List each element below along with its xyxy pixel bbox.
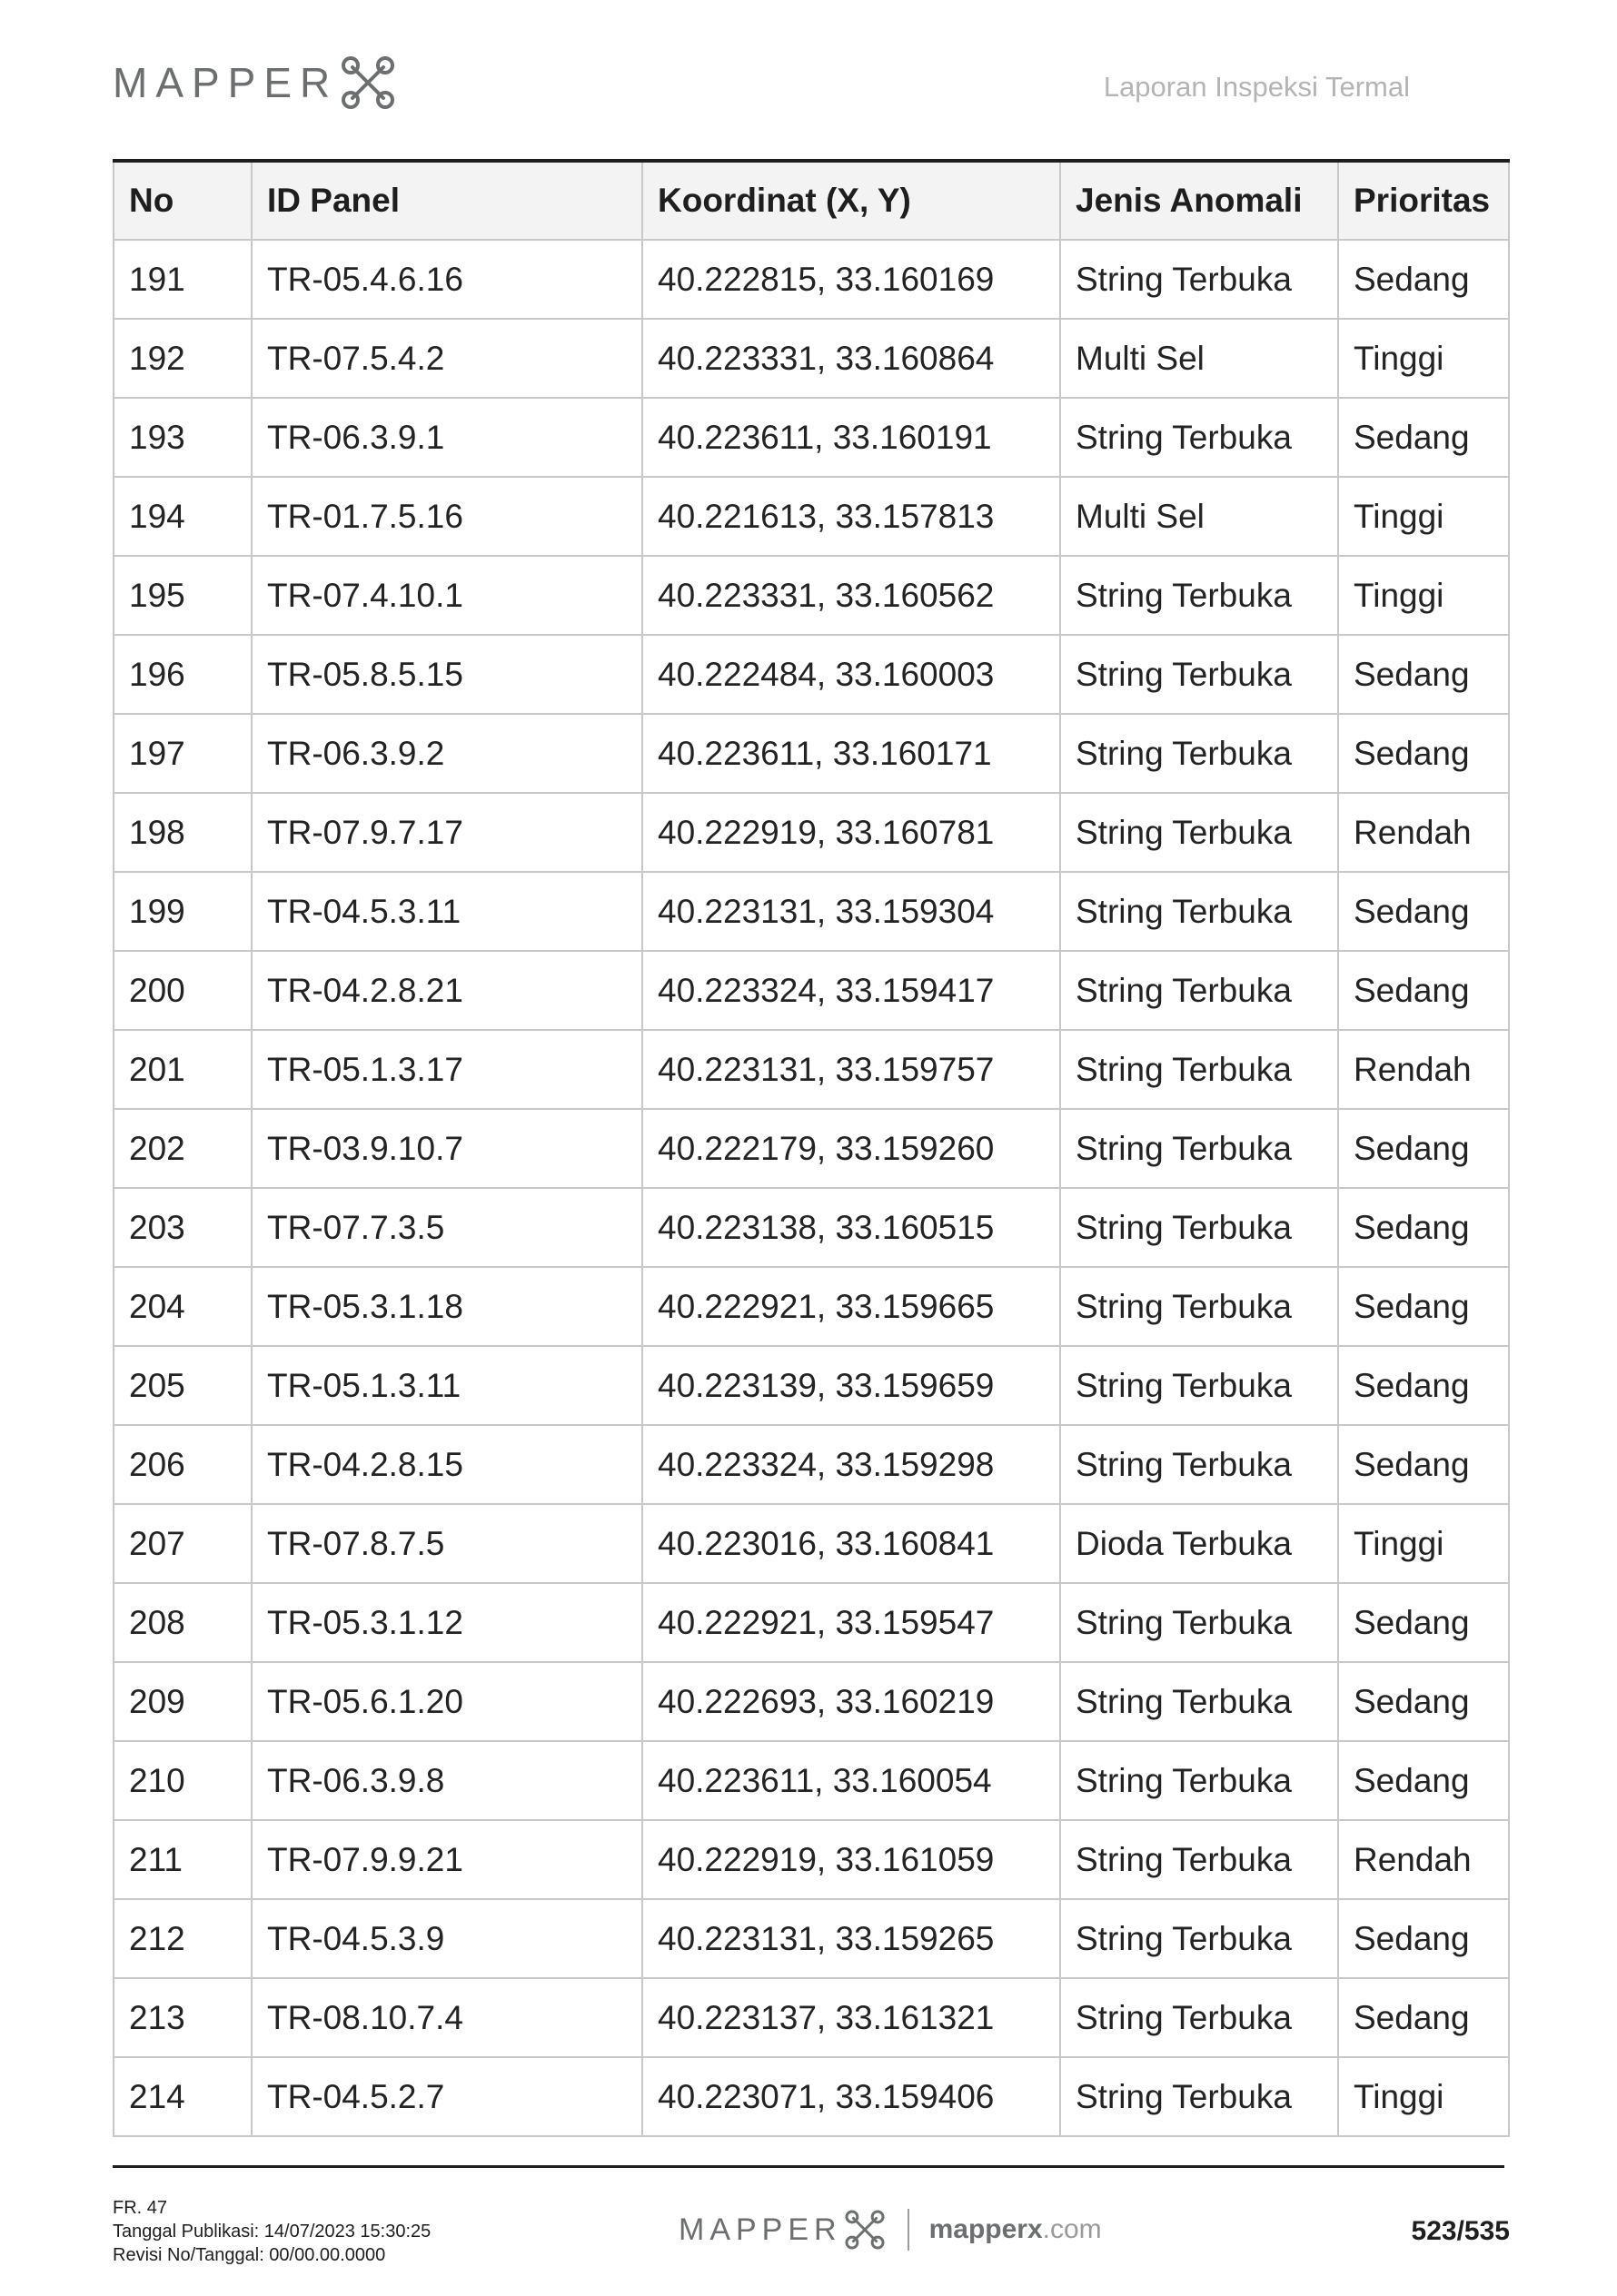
cell-id-panel: TR-06.3.9.2 [252,714,642,793]
cell-jenis-anomali: String Terbuka [1060,635,1338,714]
cell-koordinat: 40.223131, 33.159265 [642,1899,1060,1978]
cell-no: 211 [114,1820,252,1899]
cell-prioritas: Tinggi [1338,2057,1509,2136]
column-header-no: No [114,161,252,240]
cell-koordinat: 40.222693, 33.160219 [642,1662,1060,1741]
table-row [114,477,1509,556]
footer-branding [679,2209,1102,2251]
table-row [114,2057,1509,2136]
footer-logo-separator [908,2209,909,2251]
cell-no: 196 [114,635,252,714]
table-row [114,1346,1509,1425]
cell-jenis-anomali: Multi Sel [1060,477,1338,556]
cell-id-panel: TR-05.8.5.15 [252,635,642,714]
logo-wordmark: MAPPER [113,59,339,106]
table-row [114,1504,1509,1583]
cell-id-panel: TR-07.8.7.5 [252,1504,642,1583]
cell-prioritas: Sedang [1338,951,1509,1030]
column-header-prioritas: Prioritas [1338,161,1509,240]
cell-jenis-anomali: String Terbuka [1060,1662,1338,1741]
cell-no: 207 [114,1504,252,1583]
column-header-koordinat: Koordinat (X, Y) [642,161,1060,240]
cell-prioritas: Tinggi [1338,477,1509,556]
cell-jenis-anomali: String Terbuka [1060,1188,1338,1267]
page-number: 523/535 [1411,2216,1510,2246]
cell-no: 212 [114,1899,252,1978]
footer-document-info [113,2196,431,2267]
cell-no: 192 [114,319,252,398]
column-header-jenis-anomali: Jenis Anomali [1060,161,1338,240]
cell-koordinat: 40.223611, 33.160191 [642,398,1060,477]
cell-koordinat: 40.223016, 33.160841 [642,1504,1060,1583]
cell-jenis-anomali: String Terbuka [1060,793,1338,872]
table-row [114,635,1509,714]
anomaly-table [113,159,1510,2137]
cell-jenis-anomali: Multi Sel [1060,319,1338,398]
cell-id-panel: TR-04.2.8.15 [252,1425,642,1504]
cell-koordinat: 40.222919, 33.160781 [642,793,1060,872]
cell-prioritas: Rendah [1338,1820,1509,1899]
table-row [114,1741,1509,1820]
table-row [114,319,1509,398]
cell-id-panel: TR-04.2.8.21 [252,951,642,1030]
cell-koordinat: 40.222921, 33.159665 [642,1267,1060,1346]
cell-id-panel: TR-07.9.7.17 [252,793,642,872]
cell-prioritas: Sedang [1338,635,1509,714]
anomaly-table-container [113,159,1508,2137]
cell-koordinat: 40.223139, 33.159659 [642,1346,1060,1425]
report-title: Laporan Inspeksi Termal [1103,71,1410,103]
cell-id-panel: TR-05.6.1.20 [252,1662,642,1741]
cell-no: 209 [114,1662,252,1741]
cell-koordinat: 40.223137, 33.161321 [642,1978,1060,2057]
drone-x-icon [340,54,396,111]
cell-id-panel: TR-04.5.3.11 [252,872,642,951]
table-body [114,240,1509,2136]
cell-prioritas: Sedang [1338,1425,1509,1504]
cell-no: 193 [114,398,252,477]
cell-koordinat: 40.223611, 33.160171 [642,714,1060,793]
table-row [114,240,1509,319]
cell-no: 202 [114,1109,252,1188]
page-header [113,54,1410,118]
cell-id-panel: TR-04.5.3.9 [252,1899,642,1978]
cell-jenis-anomali: String Terbuka [1060,951,1338,1030]
cell-no: 191 [114,240,252,319]
footer-divider [113,2165,1504,2168]
cell-koordinat: 40.223331, 33.160562 [642,556,1060,635]
cell-prioritas: Tinggi [1338,556,1509,635]
cell-koordinat: 40.223611, 33.160054 [642,1741,1060,1820]
cell-no: 214 [114,2057,252,2136]
cell-id-panel: TR-08.10.7.4 [252,1978,642,2057]
cell-no: 194 [114,477,252,556]
table-row [114,1978,1509,2057]
cell-jenis-anomali: String Terbuka [1060,2057,1338,2136]
cell-prioritas: Sedang [1338,1978,1509,2057]
cell-no: 198 [114,793,252,872]
cell-prioritas: Sedang [1338,240,1509,319]
table-row [114,1583,1509,1662]
cell-prioritas: Sedang [1338,1109,1509,1188]
cell-koordinat: 40.223138, 33.160515 [642,1188,1060,1267]
cell-prioritas: Sedang [1338,1188,1509,1267]
cell-prioritas: Rendah [1338,793,1509,872]
cell-no: 210 [114,1741,252,1820]
table-row [114,1662,1509,1741]
cell-prioritas: Sedang [1338,1899,1509,1978]
cell-koordinat: 40.222484, 33.160003 [642,635,1060,714]
cell-prioritas: Sedang [1338,1583,1509,1662]
cell-koordinat: 40.222921, 33.159547 [642,1583,1060,1662]
cell-prioritas: Tinggi [1338,1504,1509,1583]
table-row [114,1820,1509,1899]
cell-no: 197 [114,714,252,793]
cell-jenis-anomali: String Terbuka [1060,1030,1338,1109]
cell-jenis-anomali: String Terbuka [1060,1425,1338,1504]
website-name: mapperx [928,2214,1043,2244]
cell-prioritas: Sedang [1338,1267,1509,1346]
cell-jenis-anomali: String Terbuka [1060,240,1338,319]
cell-id-panel: TR-05.1.3.11 [252,1346,642,1425]
cell-id-panel: TR-05.1.3.17 [252,1030,642,1109]
cell-jenis-anomali: String Terbuka [1060,398,1338,477]
cell-no: 200 [114,951,252,1030]
cell-prioritas: Rendah [1338,1030,1509,1109]
cell-id-panel: TR-07.5.4.2 [252,319,642,398]
cell-jenis-anomali: String Terbuka [1060,1346,1338,1425]
table-row [114,398,1509,477]
cell-no: 208 [114,1583,252,1662]
cell-jenis-anomali: String Terbuka [1060,1899,1338,1978]
cell-prioritas: Tinggi [1338,319,1509,398]
publish-date: Tanggal Publikasi: 14/07/2023 15:30:25 [113,2222,432,2242]
cell-no: 199 [114,872,252,951]
table-row [114,556,1509,635]
cell-koordinat: 40.221613, 33.157813 [642,477,1060,556]
cell-id-panel: TR-05.3.1.18 [252,1267,642,1346]
cell-jenis-anomali: String Terbuka [1060,1267,1338,1346]
column-header-id-panel: ID Panel [252,161,642,240]
form-code: FR. 47 [113,2198,168,2218]
table-row [114,793,1509,872]
cell-prioritas: Sedang [1338,872,1509,951]
cell-jenis-anomali: String Terbuka [1060,1583,1338,1662]
revision-info: Revisi No/Tanggal: 00/00.00.0000 [113,2245,386,2265]
cell-id-panel: TR-01.7.5.16 [252,477,642,556]
cell-koordinat: 40.223131, 33.159304 [642,872,1060,951]
table-row [114,951,1509,1030]
cell-no: 204 [114,1267,252,1346]
table-row [114,1425,1509,1504]
cell-no: 213 [114,1978,252,2057]
cell-prioritas: Sedang [1338,1346,1509,1425]
cell-id-panel: TR-07.7.3.5 [252,1188,642,1267]
cell-no: 195 [114,556,252,635]
cell-koordinat: 40.223324, 33.159298 [642,1425,1060,1504]
footer-website [929,2214,1102,2245]
cell-no: 206 [114,1425,252,1504]
cell-jenis-anomali: String Terbuka [1060,714,1338,793]
table-row [114,1267,1509,1346]
cell-jenis-anomali: Dioda Terbuka [1060,1504,1338,1583]
table-row [114,1030,1509,1109]
cell-prioritas: Sedang [1338,1741,1509,1820]
cell-koordinat: 40.223331, 33.160864 [642,319,1060,398]
cell-id-panel: TR-04.5.2.7 [252,2057,642,2136]
cell-prioritas: Sedang [1338,398,1509,477]
mapperx-logo [113,54,396,111]
table-row [114,872,1509,951]
cell-id-panel: TR-03.9.10.7 [252,1109,642,1188]
cell-koordinat: 40.222815, 33.160169 [642,240,1060,319]
cell-jenis-anomali: String Terbuka [1060,1978,1338,2057]
table-header-row [114,161,1509,240]
cell-id-panel: TR-06.3.9.1 [252,398,642,477]
cell-id-panel: TR-05.3.1.12 [252,1583,642,1662]
table-row [114,1899,1509,1978]
cell-no: 201 [114,1030,252,1109]
cell-id-panel: TR-07.4.10.1 [252,556,642,635]
footer-logo-wordmark: MAPPER [679,2212,842,2247]
table-row [114,1188,1509,1267]
cell-koordinat: 40.223071, 33.159406 [642,2057,1060,2136]
cell-jenis-anomali: String Terbuka [1060,1109,1338,1188]
cell-jenis-anomali: String Terbuka [1060,1820,1338,1899]
cell-jenis-anomali: String Terbuka [1060,872,1338,951]
cell-no: 203 [114,1188,252,1267]
cell-id-panel: TR-06.3.9.8 [252,1741,642,1820]
cell-prioritas: Sedang [1338,714,1509,793]
website-tld: .com [1042,2214,1102,2244]
cell-koordinat: 40.222919, 33.161059 [642,1820,1060,1899]
cell-koordinat: 40.223324, 33.159417 [642,951,1060,1030]
table-row [114,714,1509,793]
cell-jenis-anomali: String Terbuka [1060,1741,1338,1820]
cell-id-panel: TR-05.4.6.16 [252,240,642,319]
table-row [114,1109,1509,1188]
cell-koordinat: 40.223131, 33.159757 [642,1030,1060,1109]
cell-no: 205 [114,1346,252,1425]
cell-koordinat: 40.222179, 33.159260 [642,1109,1060,1188]
cell-jenis-anomali: String Terbuka [1060,556,1338,635]
cell-prioritas: Sedang [1338,1662,1509,1741]
drone-x-icon [844,2209,886,2251]
cell-id-panel: TR-07.9.9.21 [252,1820,642,1899]
